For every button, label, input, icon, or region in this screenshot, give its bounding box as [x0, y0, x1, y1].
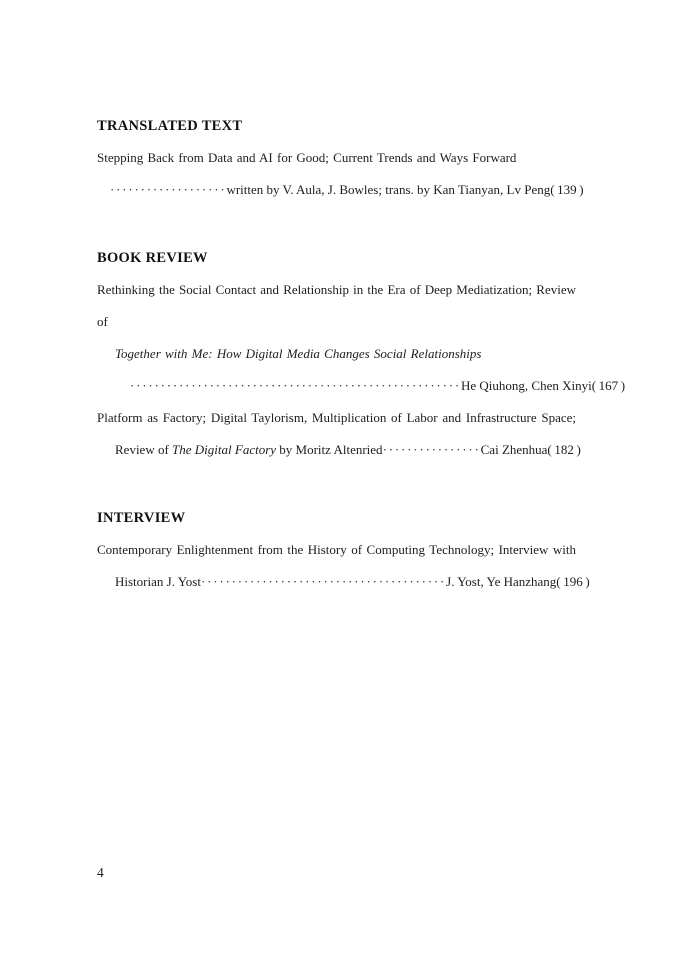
section-heading-translated-text: TRANSLATED TEXT [97, 118, 243, 134]
review-suffix-text: by Moritz Altenried [276, 442, 383, 457]
toc-entry-title: Stepping Back from Data and AI for Good; Current Trends and Ways Forward [97, 150, 517, 165]
dot-leader: ········································ [200, 574, 447, 589]
toc-entry-leader-line [97, 566, 590, 598]
toc-entry-prefix: Historian J. Yost [115, 574, 201, 589]
section-interview [97, 502, 590, 598]
toc-entry-byline: J. Yost, Ye Hanzhang( 196 ) [446, 574, 590, 589]
dot-leader: ······················································ [130, 378, 461, 393]
page-number: 4 [97, 865, 104, 880]
section-heading-book-review: BOOK REVIEW [97, 250, 208, 266]
section-heading-interview: INTERVIEW [97, 510, 186, 526]
section-book-review [97, 242, 626, 466]
toc-entry-title: Contemporary Enlightenment from the History of Computing Technology; Interview with [97, 542, 576, 557]
toc-entry-byline: written by V. Aula, J. Bowles; trans. by Kan Tianyan, Lv Peng( 139 ) [226, 182, 584, 197]
toc-entry-title: Rethinking the Social Contact and Relationship in the Era of Deep Mediatization; Review of [97, 282, 576, 329]
toc-entry-prefix [115, 434, 383, 466]
toc-entry-byline: He Qiuhong, Chen Xinyi( 167 ) [460, 378, 626, 393]
toc-entry-book-title: Together with Me: How Digital Media Changes Social Relationships [115, 346, 482, 361]
toc-entry-leader-line [97, 370, 626, 402]
toc-entry-leader-line [97, 434, 581, 466]
toc-entry-byline: Cai Zhenhua( 182 ) [480, 442, 581, 457]
book-title-italic: The Digital Factory [172, 442, 277, 457]
dot-leader: ··················· [110, 182, 227, 197]
toc-entry-leader-line [97, 174, 584, 206]
toc-entry-title: Platform as Factory; Digital Taylorism, Multiplication of Labor and Infrastructure Space; [97, 410, 576, 425]
dot-leader: ················ [382, 442, 481, 457]
review-prefix-text: Review of [115, 442, 173, 457]
section-translated-text [97, 110, 584, 206]
